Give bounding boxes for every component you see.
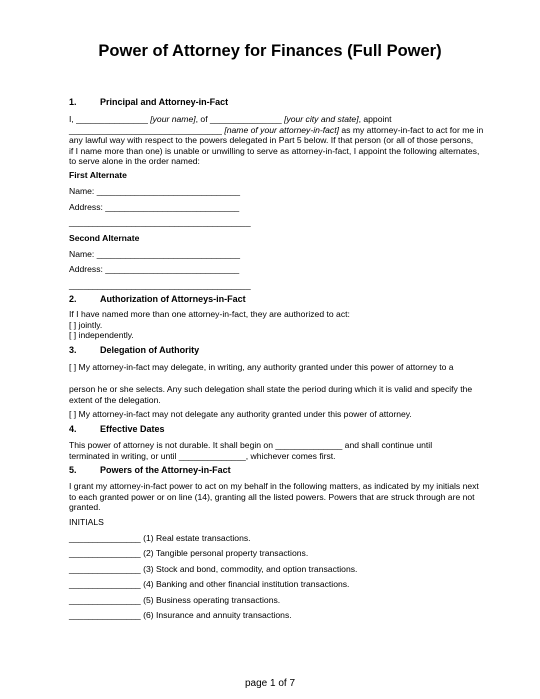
- placeholder-hint: [your city and state]: [284, 114, 359, 124]
- second-alternate-address-field[interactable]: Address: ____________________________: [69, 264, 240, 274]
- attorney-line: [69, 125, 483, 135]
- section-number: 2.: [69, 294, 77, 304]
- section-title: Powers of the Attorney-in-Fact: [100, 465, 231, 475]
- section-title: Delegation of Authority: [100, 345, 200, 355]
- paragraph-line: to serve alone in the order named:: [69, 156, 200, 166]
- power-initial-line[interactable]: _______________ (2) Tangible personal property transactions.: [69, 548, 309, 558]
- document-title: Power of Attorney for Finances (Full Power): [98, 42, 442, 60]
- paragraph-line: to each granted power or on line (14), granting all the listed powers. Powers that are struck through are not: [69, 491, 475, 502]
- first-alternate-address-line[interactable]: ______________________________________: [69, 217, 251, 227]
- first-alternate-name-field[interactable]: Name: ______________________________: [69, 186, 241, 196]
- placeholder-hint: [your name]: [150, 114, 196, 124]
- section-number: 3.: [69, 345, 77, 355]
- section-number: 4.: [69, 424, 77, 434]
- initials-label: INITIALS: [69, 517, 104, 527]
- paragraph-line: person he or she selects. Any such delegation shall state the period during which it is valid and specify the: [69, 384, 473, 394]
- placeholder-hint: [name of your attorney-in-fact]: [224, 124, 339, 135]
- may-not-delegate-checkbox[interactable]: [ ] My attorney-in-fact may not delegate any authority granted under this power of attorney.: [69, 409, 412, 419]
- second-alternate-heading: Second Alternate: [69, 233, 140, 243]
- section-title: Principal and Attorney-in-Fact: [100, 97, 229, 107]
- principal-line: [69, 114, 392, 124]
- section-title: Effective Dates: [100, 424, 165, 434]
- section-number: 1.: [69, 97, 77, 107]
- second-alternate-address-line[interactable]: ______________________________________: [69, 280, 251, 290]
- text-run: , appoint: [358, 114, 392, 124]
- independently-checkbox[interactable]: [ ] independently.: [69, 330, 134, 340]
- first-alternate-heading: First Alternate: [69, 170, 127, 180]
- paragraph-line: any lawful way with respect to the powers delegated in Part 5 below. If that person (or all of those persons,: [69, 135, 474, 145]
- text-run: I, _______________: [69, 114, 151, 124]
- paragraph-line: granted.: [69, 502, 101, 512]
- first-alternate-address-field[interactable]: Address: ____________________________: [69, 202, 240, 212]
- text-run: ________________________________: [69, 124, 225, 135]
- paragraph-line: if I name more than one) is unable or unwilling to serve as attorney-in-fact, I appoint the following alternates,: [69, 145, 480, 156]
- text-run: as my attorney-in-fact to act for me in: [338, 124, 484, 135]
- section-title: Authorization of Attorneys-in-Fact: [100, 294, 246, 304]
- jointly-checkbox[interactable]: [ ] jointly.: [69, 319, 103, 330]
- power-initial-line[interactable]: _______________ (1) Real estate transactions.: [69, 533, 251, 543]
- paragraph-line: This power of attorney is not durable. It shall begin on ______________ and shall continue until: [69, 440, 433, 450]
- page-number: page 1 of 7: [244, 678, 296, 689]
- text-run: , of _______________: [195, 114, 285, 124]
- paragraph-line: terminated in writing, or until ______________, whichever comes first.: [69, 450, 336, 461]
- power-initial-line[interactable]: _______________ (3) Stock and bond, commodity, and option transactions.: [69, 564, 358, 574]
- section-number: 5.: [69, 465, 77, 475]
- second-alternate-name-field[interactable]: Name: ______________________________: [69, 249, 241, 259]
- paragraph-line: If I have named more than one attorney-in-fact, they are authorized to act:: [69, 309, 350, 319]
- paragraph-line: I grant my attorney-in-fact power to act on my behalf in the following matters, as indicated by my initials next: [69, 481, 479, 491]
- may-delegate-checkbox[interactable]: [ ] My attorney-in-fact may delegate, in writing, any authority granted under this power of attorney to a: [69, 362, 454, 372]
- power-initial-line[interactable]: _______________ (6) Insurance and annuity transactions.: [69, 610, 292, 620]
- power-initial-line[interactable]: _______________ (5) Business operating transactions.: [69, 595, 281, 605]
- power-initial-line[interactable]: _______________ (4) Banking and other financial institution transactions.: [69, 579, 350, 589]
- paragraph-line: extent of the delegation.: [69, 394, 161, 405]
